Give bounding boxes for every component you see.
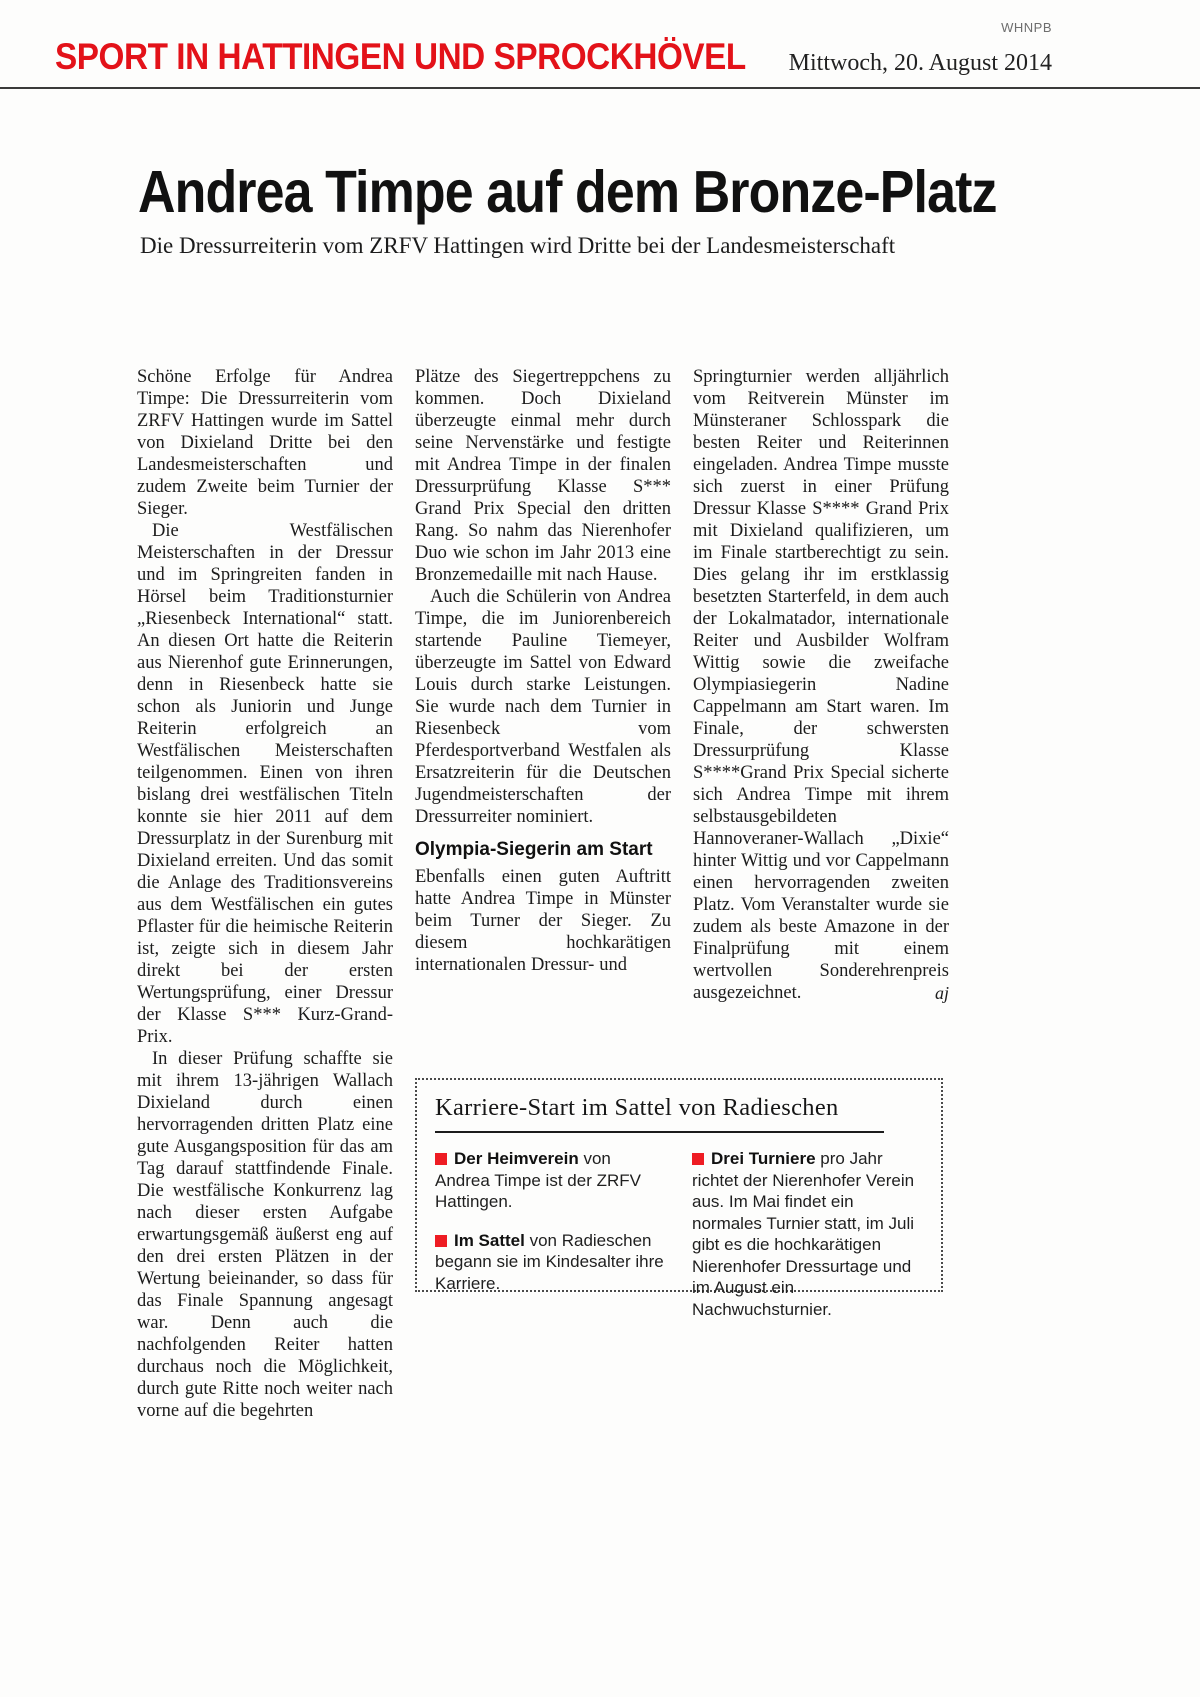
crosshead: Olympia-Siegerin am Start bbox=[415, 839, 653, 860]
article-headline: Andrea Timpe auf dem Bronze-Platz bbox=[138, 159, 997, 225]
paragraph bbox=[693, 366, 949, 1004]
paragraph: Die Westfälischen Meisterschaften in der Dressur und im Springreiten fanden in Hörsel beim Traditionsturnier „Riesenbeck International“ statt. An diesen Ort hatte die Reiterin aus Nierenhof gute Erinnerungen, denn in Riesenbeck hatte sie schon als Juniorin und Junge Reiterin erfolgreich an Westfälischen Meisterschaften teilgenommen. Einen von ihren bislang drei westfälischen Titeln konnte sie hier 2011 auf dem Dressurplatz in der Surenburg mit Dixieland erreiten. Und das somit die Anlage des Traditionsvereins aus dem Westfälischen ein gutes Pflaster für die heimische Reiterin ist, zeigte sich in diesem Jahr direkt bei der ersten Wertungsprüfung, einer Dressur der Klasse S*** Kurz-Grand-Prix. bbox=[137, 521, 393, 1047]
infobox-title: Karriere-Start im Sattel von Radieschen bbox=[435, 1094, 839, 1121]
infobox-item bbox=[435, 1148, 666, 1213]
paragraph: Ebenfalls einen guten Auftritt hatte Andrea Timpe in Münster beim Turner der Sieger. Zu diesem hochkarätigen internationalen Dressur- und bbox=[415, 867, 671, 975]
masthead-date: Mittwoch, 20. August 2014 bbox=[788, 50, 1052, 76]
section-title: SPORT IN HATTINGEN UND SPROCKHÖVEL bbox=[55, 36, 746, 77]
infobox-columns bbox=[435, 1148, 923, 1337]
infobox-item bbox=[692, 1148, 923, 1320]
infobox-column-right bbox=[692, 1148, 923, 1337]
paragraph-text: Springturnier werden alljährlich vom Reitverein Münster im Münsteraner Schlosspark die besten Reiter und Reiterinnen eingeladen. Andrea Timpe musste sich zuerst in einer Prüfung Dressur Klasse S**** Grand Prix mit Dixieland qualifizieren, um im Finale startberechtigt zu sein. Dies gelang ihr im erstklassig besetzten Starterfeld, in dem auch der Lokalmatador, internationale Reiter und Ausbilder Wolfram Wittig sowie die zweifache Olympiasiegerin Nadine Cappelmann am Start waren. Im Finale, der schwersten Dressurprüfung Klasse S****Grand Prix Special sicherte sich Andrea Timpe mit ihrem selbstausgebildeten Hannoveraner-Wallach „Dixie“ hinter Wittig und vor Cappelmann einen hervorragenden zweiten Platz. Vom Veranstalter wurde sie zudem als beste Amazone in der Finalprüfung mit einem wertvollen Sonderehrenpreis ausgezeichnet. bbox=[693, 367, 949, 1003]
paragraph: Auch die Schülerin von Andrea Timpe, die im Juniorenbereich startende Pauline Tiemeyer, überzeugte im Sattel von Edward Louis durch starke Leistungen. Sie wurde nach dem Turnier in Riesenbeck vom Pferdesportverband Westfalen als Ersatzreiterin für die Deutschen Jugendmeisterschaften der Dressurreiter nominiert. bbox=[415, 587, 671, 827]
red-square-bullet-icon bbox=[435, 1235, 447, 1247]
paragraph: Plätze des Siegertreppchens zu kommen. Doch Dixieland überzeugte einmal mehr durch seine Nervenstärke und festigte mit Andrea Timpe in der finalen Dressurprüfung Klasse S*** Grand Prix Special den dritten Rang. So nahm das Nierenhofer Duo wie schon im Jahr 2013 eine Bronzemedaille mit nach Hause. bbox=[415, 367, 671, 585]
paragraph: Schöne Erfolge für Andrea Timpe: Die Dressurreiterin vom ZRFV Hattingen wurde im Sattel von Dixieland Dritte bei den Landesmeisterschaften und zudem Zweite beim Turnier der Sieger. bbox=[137, 367, 393, 519]
red-square-bullet-icon bbox=[435, 1153, 447, 1165]
infobox-item-lead: Drei Turniere bbox=[711, 1149, 816, 1168]
masthead-divider bbox=[0, 87, 1200, 89]
article-subheadline: Die Dressurreiterin vom ZRFV Hattingen wird Dritte bei der Landesmeisterschaft bbox=[140, 233, 896, 258]
author-initials: aj bbox=[934, 983, 949, 1003]
infobox-item-lead: Der Heimverein bbox=[454, 1149, 579, 1168]
infobox-item-text: pro Jahr richtet der Nierenhofer Verein aus. Im Mai findet ein normales Turnier statt, im Juli gibt es die hochkarätigen Nierenhofer Dressurtage und im August ein Nachwuchsturnier. bbox=[692, 1149, 915, 1319]
infobox-item-text: von Andrea Timpe ist der ZRFV Hattingen. bbox=[435, 1149, 641, 1211]
infobox bbox=[415, 1078, 943, 1319]
infobox-item bbox=[435, 1230, 666, 1295]
infobox-title-rule bbox=[435, 1131, 884, 1133]
edition-code: WHNPB bbox=[1001, 20, 1052, 35]
infobox-item-lead: Im Sattel bbox=[454, 1230, 525, 1250]
red-square-bullet-icon bbox=[692, 1153, 704, 1165]
infobox-column-left bbox=[435, 1148, 666, 1337]
paragraph: In dieser Prüfung schaffte sie mit ihrem 13-jährigen Wallach Dixieland durch einen hervorragenden dritten Platz eine gute Ausgangsposition für das am Tag darauf stattfindende Finale. Die westfälische Konkurrenz lag nach dieser ersten Aufgabe erwartungsgemäß äußerst eng auf den drei ersten Plätzen in der Wertung beieinander, so dass für das Finale Spannung angesagt war. Denn auch die nachfolgenden Reiter hatten durchaus noch die Möglichkeit, durch gute Ritte noch weiter nach vorne auf die begehrten bbox=[137, 1049, 393, 1421]
infobox-item-text: von Radieschen begann sie im Kindesalter ihre Karriere. bbox=[435, 1230, 664, 1293]
article-column-1 bbox=[137, 366, 393, 1422]
